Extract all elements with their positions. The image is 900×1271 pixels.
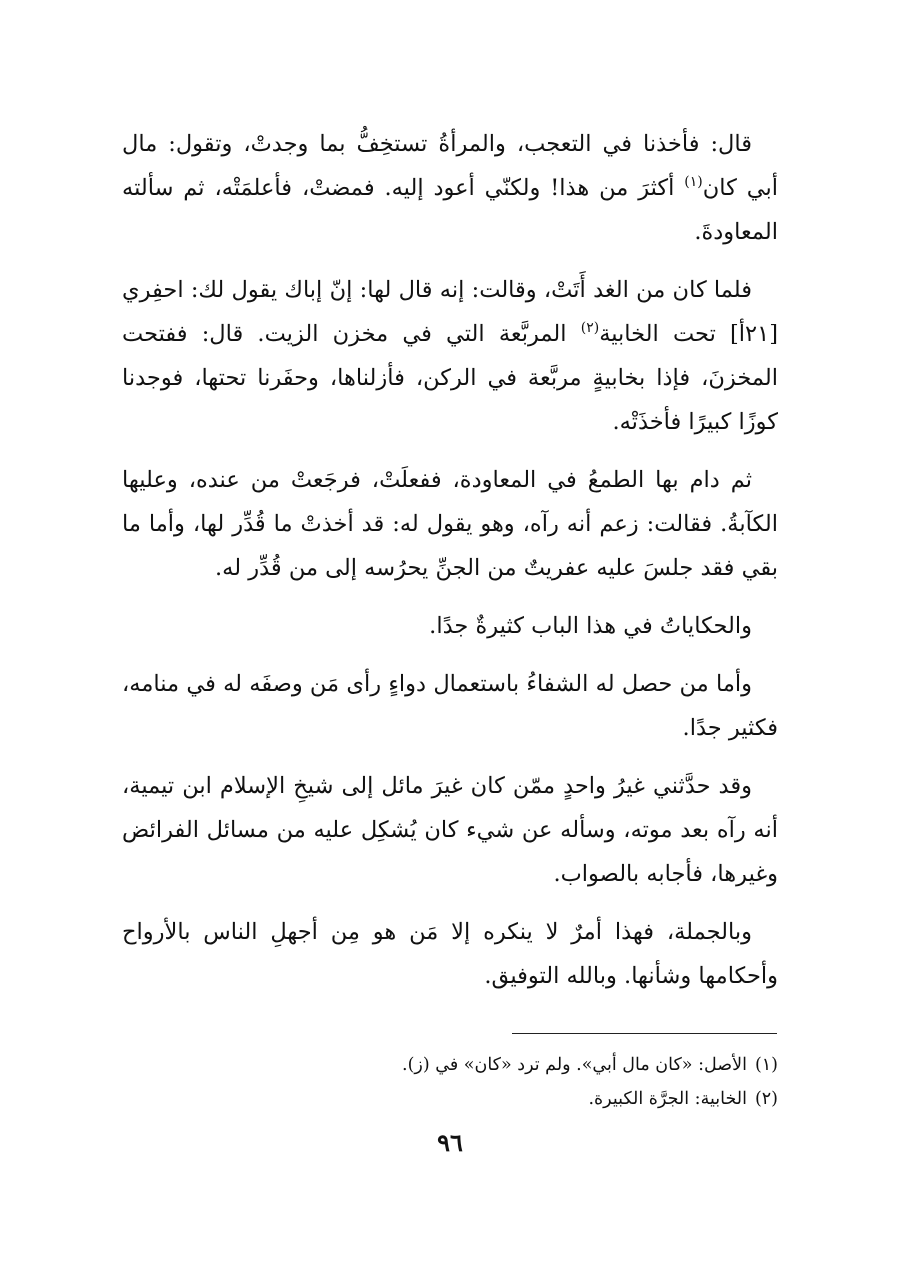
paragraph-text: وبالجملة، فهذا أمرٌ لا ينكره إلا مَن هو مِن أجهلِ الناس بالأرواح وأحكامها وشأنها. وبالله التوفيق. <box>122 919 778 989</box>
footnote <box>122 1082 778 1116</box>
footnote-reference: (٢) <box>580 320 600 336</box>
paragraph <box>122 604 778 648</box>
paragraph-text: أكثرَ من هذا! ولكنّي أعود إليه. فمضتْ، فأعلمَتْه، ثم سألته المعاودةَ. <box>122 175 778 245</box>
paragraph <box>122 458 778 590</box>
paragraph <box>122 268 778 444</box>
paragraph-text: والحكاياتُ في هذا الباب كثيرةٌ جدًا. <box>429 613 752 639</box>
paragraph <box>122 662 778 750</box>
paragraph-text: المربَّعة التي في مخزن الزيت. قال: ففتحت المخزنَ، فإذا بخابيةٍ مربَّعة في الركن، فأزلناها، وحفَرنا تحتها، فوجدنا كوزًا كبيرًا فأخذَتْه. <box>122 321 778 435</box>
footnote-number: (٢) <box>754 1089 778 1109</box>
paragraph-text: فلما كان من الغد أَتَتْ، وقالت: إنه قال لها: إنّ إباك يقول لك: احفِري [٢١أ] تحت الخابية <box>122 277 778 347</box>
paragraph-text: قال: فأخذنا في التعجب، والمرأةُ تستخِفُّ بما وجدتْ، وتقول: مال أبي كان <box>122 131 778 201</box>
footnote-text: الأصل: «كان مال أبي». ولم ترد «كان» في (ز). <box>402 1055 747 1075</box>
page-number: ٩٦ <box>437 1128 463 1157</box>
footnote-number: (١) <box>754 1055 778 1075</box>
paragraph <box>122 910 778 998</box>
paragraph-text: ثم دام بها الطمعُ في المعاودة، ففعلَتْ، فرجَعتْ من عنده، وعليها الكآبةُ. فقالت: زعم أنه رآه، وهو يقول له: قد أخذتْ ما قُدِّر لها، وأما ما بقي فقد جلسَ عليه عفريتٌ من الجنِّ يحرُسه إلى من قُدِّر له. <box>122 467 778 581</box>
footnote-separator <box>512 1033 777 1034</box>
paragraph-text: وقد حدَّثني غيرُ واحدٍ ممّن كان غيرَ مائل إلى شيخِ الإسلام ابن تيمية، أنه رآه بعد موته، وسأله عن شيء كان يُشكِل عليه من مسائل الفرائض وغيرها، فأجابه بالصواب. <box>122 773 778 887</box>
main-text <box>122 122 778 1012</box>
paragraph <box>122 122 778 254</box>
footnote-reference: (١) <box>684 174 703 190</box>
footnotes <box>122 1048 778 1116</box>
footnote <box>122 1048 778 1082</box>
paragraph-text: وأما من حصل له الشفاءُ باستعمال دواءٍ رأى مَن وصفَه له في منامه، فكثير جدًا. <box>122 671 778 741</box>
paragraph <box>122 764 778 896</box>
footnote-text: الخابية: الجرَّة الكبيرة. <box>588 1089 747 1109</box>
